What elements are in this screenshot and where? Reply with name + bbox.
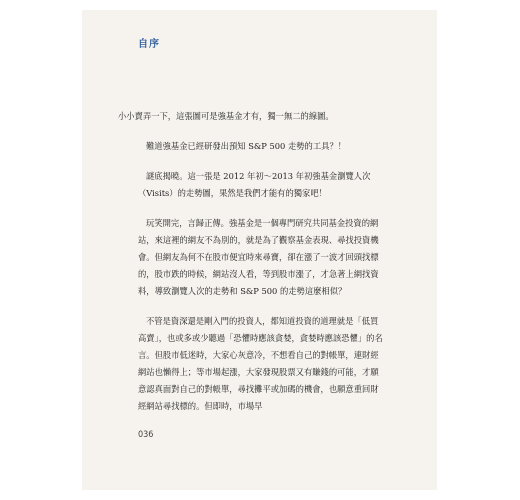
paragraph: 不管是資深還是剛入門的投資人，都知道投資的道理就是「低買高賣」，也或多或少聽過「恐懼時應該貪婪，貪婪時應該恐懼」的名言。但股市低迷時，大家心灰意冷，不想看自己的對帳單，連財經網站也懶得上；等市場起漲，大家發現股票又有賺錢的可能，才願意認真面對自己的對帳單，尋找攤平或加碼的機會，也願意重回財經網站尋找標的。但即時，市場早	[138, 316, 383, 411]
paragraph: 玩笑開完，言歸正傳。強基金是一個專門研究共同基金投資的網站，來這裡的網友不為別的，就是為了觀察基金表現、尋找投資機會。但網友為何不在股市便宜時來尋寶，卻在漲了一波才回頭找標的，股市跌的時候，網站沒人看，等到股市漲了，才急著上網找資料，導致瀏覽人次的走勢和 S&P 500 的走勢這麼相似？	[138, 218, 379, 296]
paragraph: 謎底揭曉。這一張是 2012 年初～2013 年初強基金瀏覽人次（Visits）的走勢圖，果然是我們才能有的獨家吧！	[138, 171, 371, 198]
paragraph: 小小賣弄一下，這張圖可是強基金才有，獨一無二的線圖。	[118, 111, 334, 121]
paragraph: 難道強基金已經研發出預知 S&P 500 走勢的工具？！	[146, 141, 347, 151]
book-page	[82, 10, 437, 490]
page-number: 036	[138, 430, 154, 440]
body-text	[118, 108, 386, 428]
section-label: 自序	[138, 39, 160, 50]
